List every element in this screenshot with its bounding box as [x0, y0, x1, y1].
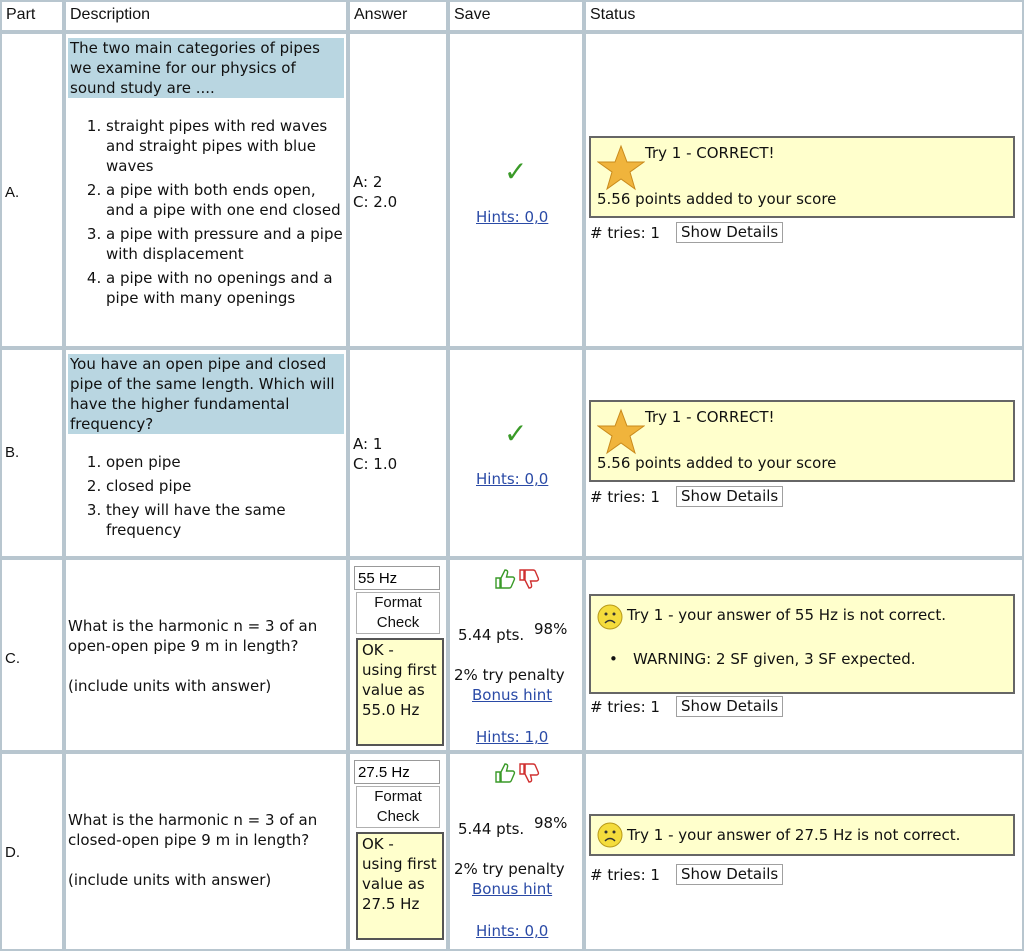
answer-cell-b	[348, 348, 448, 558]
frown-face-icon	[597, 604, 623, 630]
thumbs-down-icon[interactable]	[518, 568, 542, 590]
option-b-2: 2. closed pipe	[106, 476, 346, 496]
header-save	[448, 0, 584, 32]
thumbs-down-icon[interactable]	[518, 762, 542, 784]
part-label-d: D.	[5, 844, 20, 861]
part-cell-a	[0, 32, 64, 348]
penalty-d: 2% try penalty	[454, 860, 565, 878]
question-note-d: (include units with answer)	[68, 871, 272, 889]
penalty-c: 2% try penalty	[454, 666, 565, 684]
points-d: 5.44 pts.	[458, 820, 525, 838]
hints-link-d[interactable]: Hints: 0,0	[476, 922, 549, 940]
thumbs-up-icon[interactable]	[494, 762, 518, 784]
checkmark-icon: ✓	[504, 155, 528, 188]
part-label-c: C.	[5, 650, 20, 667]
format-check-button-d[interactable]: Format Check	[356, 786, 440, 828]
part-cell-b	[0, 348, 64, 558]
status-cell-b	[584, 348, 1024, 558]
save-cell-b	[448, 348, 584, 558]
option-list-b	[66, 452, 346, 544]
hints-link-b[interactable]: Hints: 0,0	[476, 470, 549, 488]
option-a-2: 2. a pipe with both ends open, and a pipe with one end closed	[106, 180, 346, 220]
description-cell-d	[64, 752, 348, 951]
tries-c: # tries: 1	[590, 698, 660, 716]
option-b-1: 1. open pipe	[106, 452, 346, 472]
answer-a-value: A: 2	[353, 173, 383, 191]
status-cell-d	[584, 752, 1024, 951]
status-box-c	[589, 594, 1015, 694]
bonus-hint-link-d[interactable]: Bonus hint	[472, 880, 553, 898]
header-save-label: Save	[454, 6, 491, 23]
part-cell-d	[0, 752, 64, 951]
question-note-c: (include units with answer)	[68, 677, 272, 695]
description-cell-a	[64, 32, 348, 348]
points-c: 5.44 pts.	[458, 626, 525, 644]
percent-c: 98%	[534, 620, 568, 638]
option-a-4: 4. a pipe with no openings and a pipe with many openings	[106, 268, 346, 308]
format-status-d: OK - using first value as 27.5 Hz	[356, 832, 444, 940]
status-title-b: Try 1 - CORRECT!	[645, 408, 775, 426]
description-cell-c	[64, 558, 348, 752]
status-title-a: Try 1 - CORRECT!	[645, 144, 775, 162]
header-description	[64, 0, 348, 32]
part-cell-c	[0, 558, 64, 752]
tries-b: # tries: 1	[590, 488, 660, 506]
header-part	[0, 0, 64, 32]
percent-d: 98%	[534, 814, 568, 832]
hints-link-c[interactable]: Hints: 1,0	[476, 728, 549, 746]
save-cell-d	[448, 752, 584, 951]
save-cell-c	[448, 558, 584, 752]
show-details-button-d[interactable]: Show Details	[676, 864, 783, 885]
status-cell-a	[584, 32, 1024, 348]
status-points-b: 5.56 points added to your score	[597, 454, 837, 472]
save-cell-a	[448, 32, 584, 348]
answer-cell-c	[348, 558, 448, 752]
option-a-1: 1. straight pipes with red waves and straight pipes with blue waves	[106, 116, 346, 176]
option-b-3: 3. they will have the same frequency	[106, 500, 346, 540]
status-box-b	[589, 400, 1015, 482]
format-check-button-c[interactable]: Format Check	[356, 592, 440, 634]
warning-c: WARNING: 2 SF given, 3 SF expected.	[633, 650, 916, 668]
part-label-b: B.	[5, 444, 20, 461]
answer-cell-a	[348, 32, 448, 348]
header-answer-label: Answer	[354, 6, 408, 23]
bonus-hint-link-c[interactable]: Bonus hint	[472, 686, 553, 704]
frown-face-icon	[597, 822, 623, 848]
description-cell-b	[64, 348, 348, 558]
answer-input-c[interactable]	[354, 566, 440, 590]
answer-b-a-value: A: 1	[353, 435, 383, 453]
option-a-3: 3. a pipe with pressure and a pipe with displacement	[106, 224, 346, 264]
answer-b-c-value: C: 1.0	[353, 455, 398, 473]
gold-star-icon	[597, 408, 645, 456]
header-status-label: Status	[590, 6, 636, 23]
bullet-c: •	[609, 650, 618, 668]
option-list-a	[66, 116, 346, 312]
status-title-d: Try 1 - your answer of 27.5 Hz is not correct.	[627, 826, 961, 844]
thumbs-up-icon[interactable]	[494, 568, 518, 590]
header-answer	[348, 0, 448, 32]
format-status-c: OK - using first value as 55.0 Hz	[356, 638, 444, 746]
header-description-label: Description	[70, 6, 151, 23]
status-cell-c	[584, 558, 1024, 752]
part-label-a: A.	[5, 184, 20, 201]
hints-link-a[interactable]: Hints: 0,0	[476, 208, 549, 226]
header-part-label: Part	[6, 6, 36, 23]
status-box-d	[589, 814, 1015, 856]
question-text-d: What is the harmonic n = 3 of an closed-open pipe 9 m in length?	[68, 811, 318, 849]
status-box-a	[589, 136, 1015, 218]
show-details-button-a[interactable]: Show Details	[676, 222, 783, 243]
status-points-a: 5.56 points added to your score	[597, 190, 837, 208]
checkmark-icon: ✓	[504, 417, 528, 450]
show-details-button-b[interactable]: Show Details	[676, 486, 783, 507]
tries-a: # tries: 1	[590, 224, 660, 242]
question-text-b: You have an open pipe and closed pipe of the same length. Which will have the higher fundamental frequency?	[68, 354, 344, 434]
answer-input-d[interactable]	[354, 760, 440, 784]
answer-cell-d	[348, 752, 448, 951]
answer-c-value: C: 2.0	[353, 193, 398, 211]
gold-star-icon	[597, 144, 645, 192]
tries-d: # tries: 1	[590, 866, 660, 884]
header-status	[584, 0, 1024, 32]
status-title-c: Try 1 - your answer of 55 Hz is not correct.	[627, 606, 947, 624]
question-text-a: The two main categories of pipes we examine for our physics of sound study are ....	[68, 38, 344, 98]
show-details-button-c[interactable]: Show Details	[676, 696, 783, 717]
question-text-c: What is the harmonic n = 3 of an open-open pipe 9 m in length?	[68, 617, 318, 655]
